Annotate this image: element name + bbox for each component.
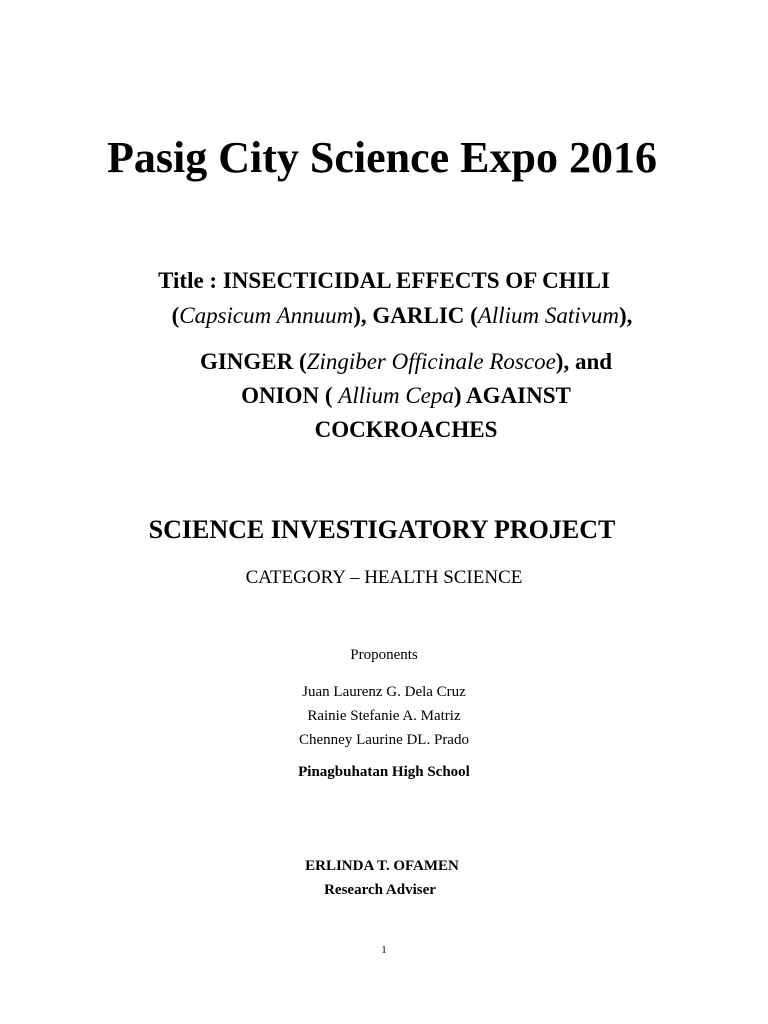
chili-scientific-name: Capsicum Annuum: [179, 303, 354, 328]
title-line2-open: (: [171, 303, 180, 328]
adviser-role: Research Adviser: [324, 882, 436, 898]
project-title-line-4: [22, 383, 768, 409]
page-number: 1: [381, 944, 387, 956]
garlic-scientific-name: Allium Sativum: [477, 303, 620, 328]
title-prefix: Title : INSECTICIDAL EFFECTS OF CHILI: [158, 268, 610, 293]
school-name: Pinagbuhatan High School: [298, 764, 470, 780]
proponent-name: Chenney Laurine DL. Prado: [299, 732, 469, 748]
category-heading: CATEGORY – HEALTH SCIENCE: [245, 567, 523, 588]
title-line4-start: ONION (: [241, 383, 339, 408]
project-title-line-3: [22, 349, 768, 375]
adviser-name: ERLINDA T. OFAMEN: [305, 858, 459, 874]
title-line3-start: GINGER (: [199, 349, 307, 374]
proponent-name: Juan Laurenz G. Dela Cruz: [302, 684, 466, 700]
proponent-name: Rainie Stefanie A. Matriz: [307, 708, 461, 724]
ginger-scientific-name: Zingiber Officinale Roscoe: [306, 349, 556, 374]
onion-scientific-name: Allium Cepa: [338, 383, 454, 408]
project-title-line-2: [18, 303, 768, 329]
expo-title: Pasig City Science Expo 2016: [107, 133, 657, 182]
project-title-line-1: [0, 268, 768, 294]
project-title-line-5: COCKROACHES: [314, 417, 498, 442]
proponents-label: Proponents: [350, 647, 418, 663]
title-line2-mid: ), GARLIC (: [353, 303, 478, 328]
title-line2-close: ),: [619, 303, 633, 328]
title-line3-end: ), and: [555, 349, 613, 374]
title-line4-end: ) AGAINST: [453, 383, 571, 408]
project-type-heading: SCIENCE INVESTIGATORY PROJECT: [148, 515, 616, 544]
